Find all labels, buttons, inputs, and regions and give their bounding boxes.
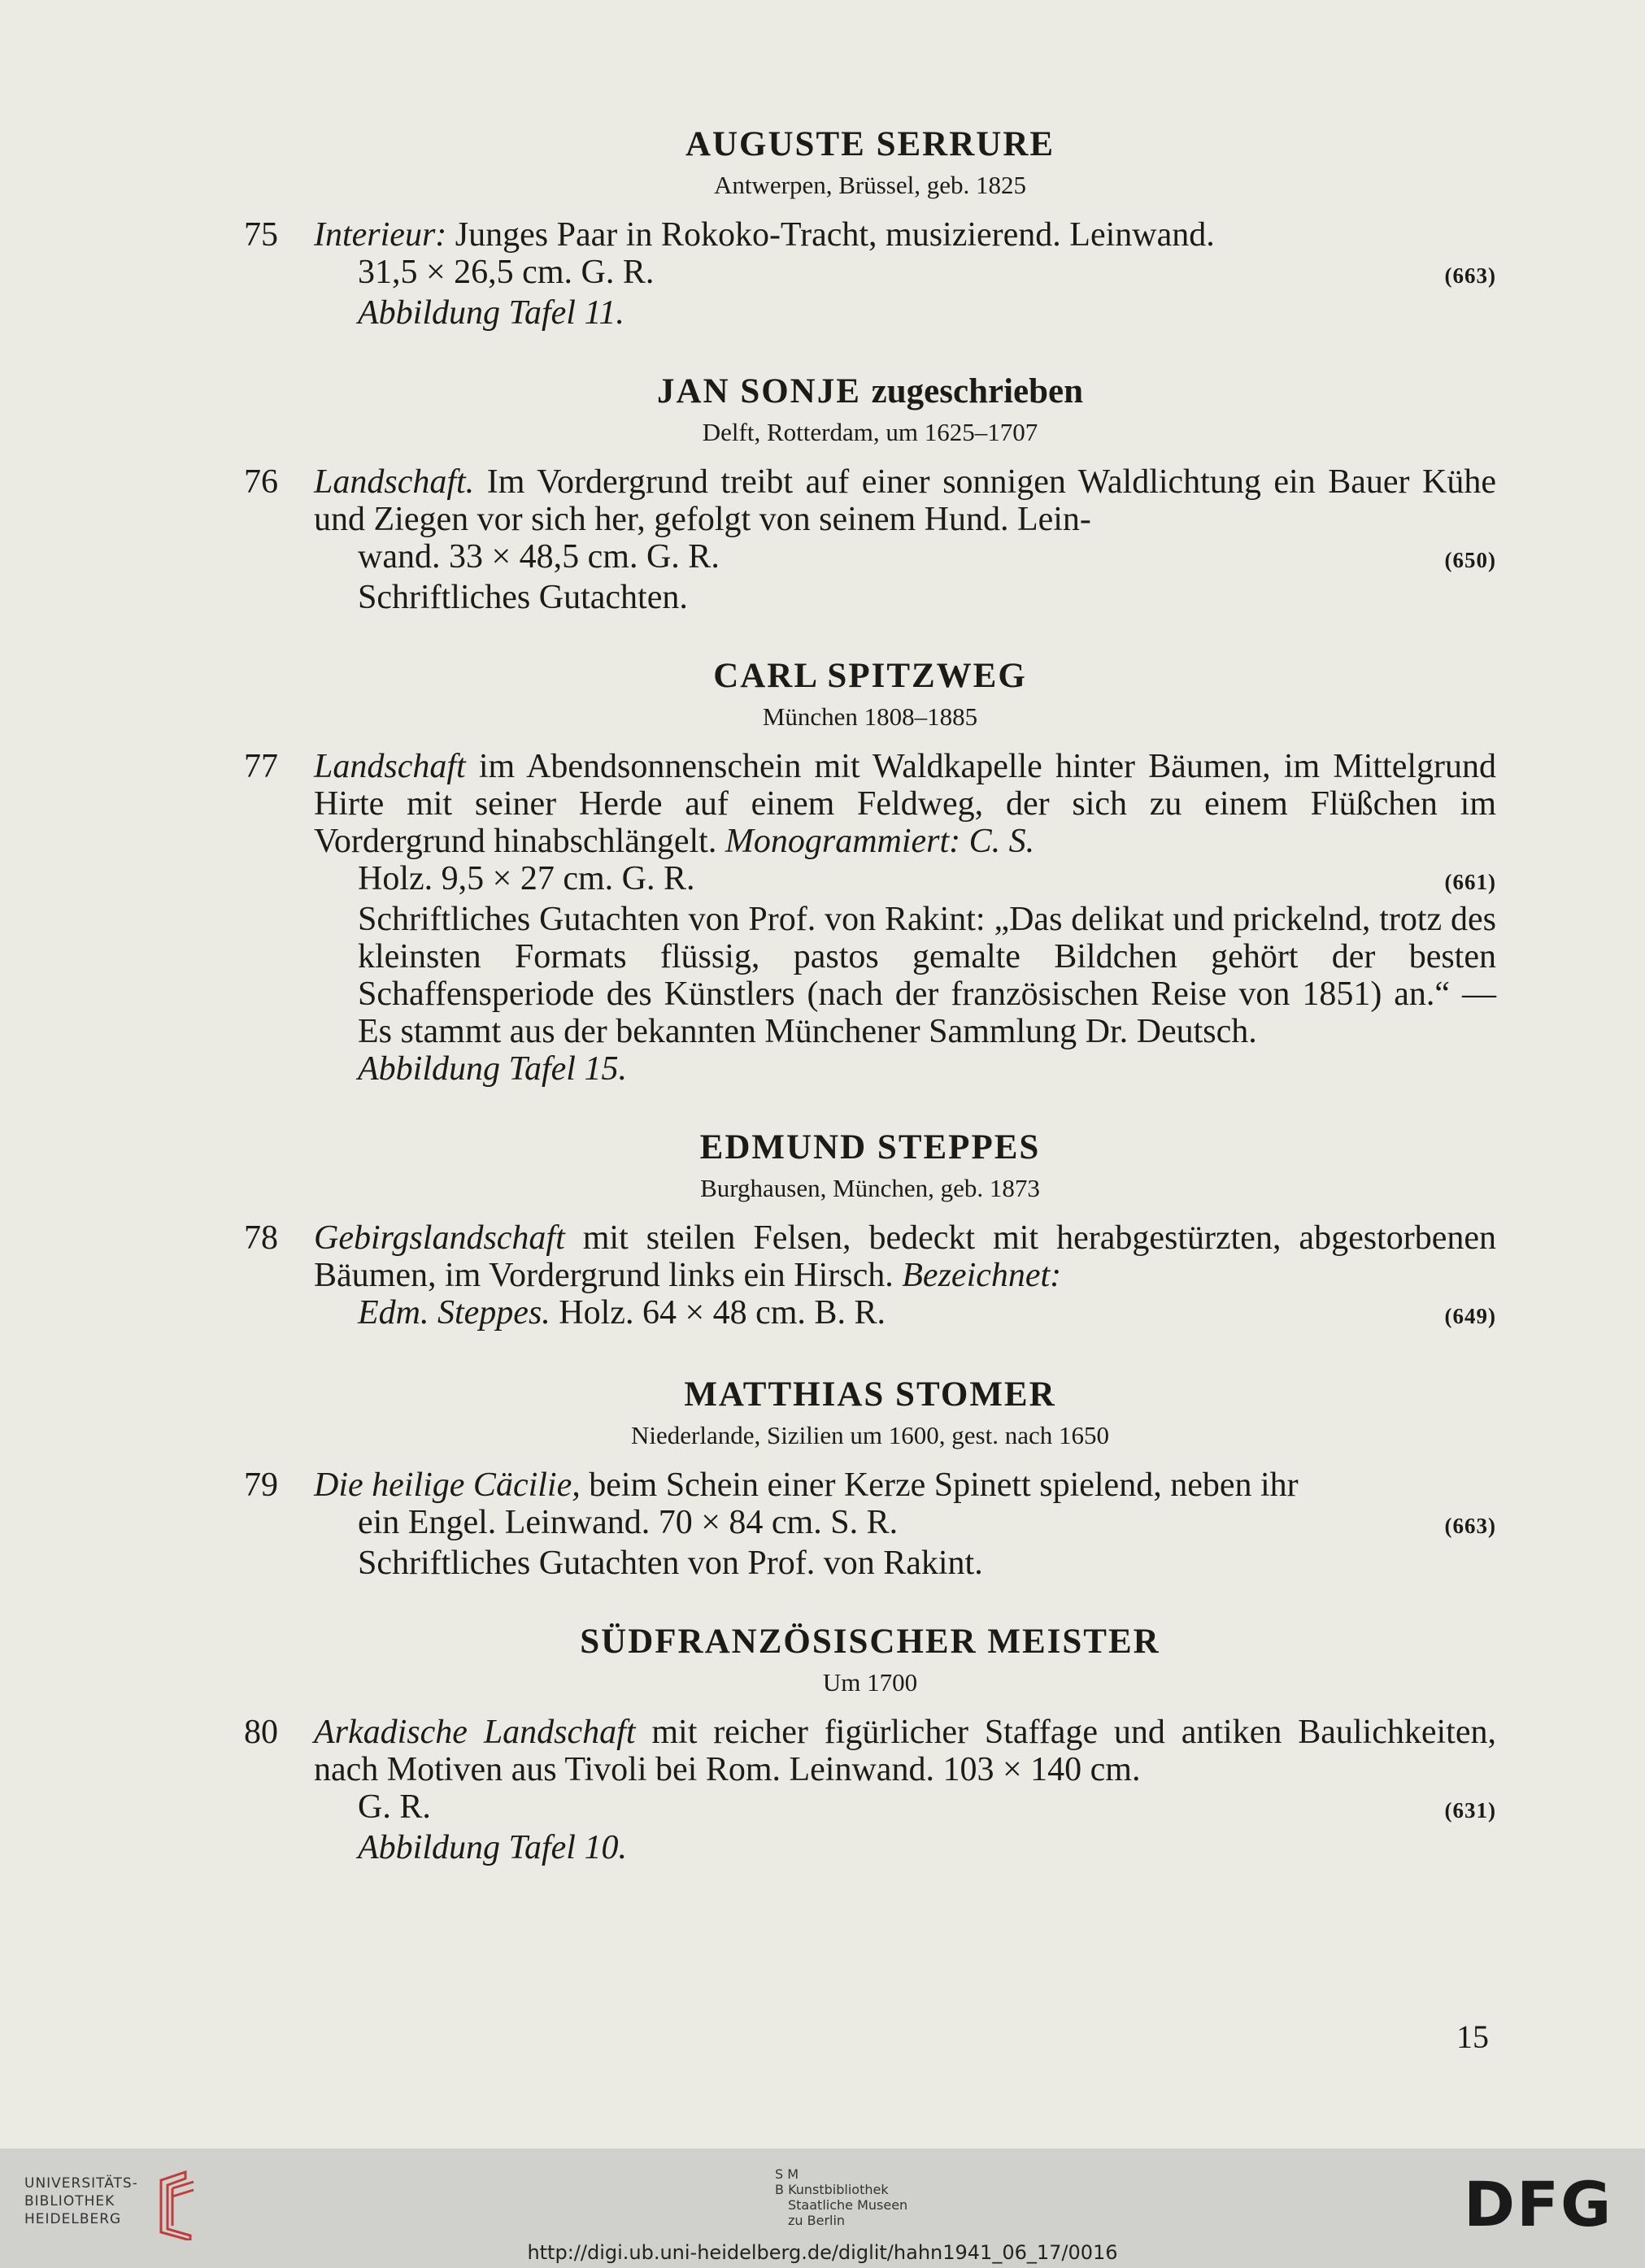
entry-signature: Monogrammiert: C. S. [725,823,1035,860]
entry-dimensions: 31,5 × 26,5 cm. G. R. [358,254,655,291]
entry-title: Landschaft [314,748,466,785]
catalog-entry [244,216,1496,332]
entry-last-line [358,860,1496,901]
entry-text [314,463,1496,538]
smb-line: B Kunstbibliothek [775,2182,889,2197]
artist-header [244,369,1496,450]
artist-name [244,369,1496,415]
entry-description: mit steilen Felsen, bedeckt mit herabgestürzten, abgestorbenen Bäumen, im Vordergrund links ein Hirsch. [314,1219,1496,1294]
artist-header [244,1125,1496,1206]
entry-last-line [358,538,1496,579]
catalog-number: (663) [1444,263,1496,288]
ub-heidelberg-logo-icon [153,2169,202,2240]
entry-title: Die heilige Cäcilie, [314,1466,581,1504]
artist-name: EDMUND STEPPES [699,1128,1041,1167]
entry-title: Interieur: [314,216,447,254]
entry-last-line [358,1294,1496,1335]
catalog-number: (661) [1444,870,1496,894]
entry-expertise: Schriftliches Gutachten von Prof. von Rakint. [358,1545,983,1582]
entry-title: Landschaft. [314,463,475,501]
entry-expertise: Schriftliches Gutachten von Prof. von Rakint: „Das delikat und prickelnd, trotz des kleinsten Formats flüssig, pastos gemalte Bildchen gehört der besten Schaffensperiode des Künstlers (nach der französischen Reise von 1851) an.“ — Es stammt aus der bekannten Münchener Sammlung Dr. Deutsch. [358,901,1496,1050]
entry-last-line [358,1788,1496,1829]
lot-number: 77 [244,748,278,785]
entry-dimensions: wand. 33 × 48,5 cm. G. R. [358,538,720,576]
lot-number: 80 [244,1714,278,1751]
catalog-entry [244,463,1496,616]
page-content [244,122,1496,1866]
entry-title: Gebirgslandschaft [314,1219,565,1257]
artist-place: Delft, Rotterdam, um 1625–1707 [702,418,1038,446]
entry-description: beim Schein einer Kerze Spinett spielend, neben ihr [580,1466,1299,1504]
lot-number: 75 [244,216,278,254]
entry-illustration: Abbildung Tafel 11. [358,294,624,332]
entry-signature: Bezeichnet: [902,1257,1062,1294]
entry-expertise: Schriftliches Gutachten. [358,579,688,616]
entry-description: Junges Paar in Rokoko-Tracht, musizierend. Leinwand. [446,216,1215,254]
artist-place: Antwerpen, Brüssel, geb. 1825 [714,171,1026,199]
entry-text [314,1714,1496,1788]
entry-illustration: Abbildung Tafel 15. [358,1050,627,1088]
entry-last-line [358,254,1496,294]
entry-description: im Abendsonnenschein mit Waldkapelle hinter Bäumen, im Mittelgrund Hirte mit seiner Herde auf einem Feldweg, der sich zu einem Flüßchen im Vordergrund hinabschlängelt. [314,748,1496,860]
dfg-logo: DFG [1464,2168,1613,2240]
entry-dimensions: G. R. [358,1788,431,1826]
artist-name-main: JAN SONJE [656,372,861,411]
entry-text [314,216,1496,254]
smb-line: Staatliche Museen [788,2197,908,2213]
artist-name: CARL SPITZWEG [713,657,1027,695]
artist-header [244,1619,1496,1701]
artist-header [244,122,1496,203]
entry-dimensions: ein Engel. Leinwand. 70 × 84 cm. S. R. [358,1504,899,1541]
entry-dimensions: Holz. 64 × 48 cm. B. R. [550,1294,886,1332]
smb-line: zu Berlin [788,2213,846,2228]
catalog-number: (650) [1444,548,1496,572]
entry-illustration: Abbildung Tafel 10. [358,1829,627,1866]
ub-line: UNIVERSITÄTS- [24,2175,138,2192]
entry-text [314,748,1496,860]
ub-heidelberg-label [24,2175,138,2228]
artist-header [244,1372,1496,1453]
artist-name: AUGUSTE SERRURE [685,125,1055,163]
catalog-entry [244,1219,1496,1335]
catalog-entry [244,748,1496,1088]
catalog-number: (663) [1444,1514,1496,1538]
catalog-number: (631) [1444,1798,1496,1823]
ub-line: BIBLIOTHEK [24,2193,115,2209]
catalog-entry [244,1714,1496,1866]
artist-place: Burghausen, München, geb. 1873 [700,1174,1040,1202]
entry-signature-name: Edm. Steppes. [358,1294,551,1332]
artist-place: Niederlande, Sizilien um 1600, gest. nach 1650 [630,1421,1109,1449]
artist-place: Um 1700 [822,1668,918,1697]
entry-description: mit reicher figürlicher Staffage und antiken Baulichkeiten, nach Motiven aus Tivoli bei Rom. Leinwand. 103 × 140 cm. [314,1714,1496,1788]
catalog-entry [244,1466,1496,1582]
smb-line: S M [775,2166,799,2182]
entry-last-line [358,1504,1496,1545]
artist-header [244,654,1496,735]
artist-name: MATTHIAS STOMER [684,1375,1056,1414]
entry-dimensions: Holz. 9,5 × 27 cm. G. R. [358,860,695,897]
catalog-number: (649) [1444,1304,1496,1328]
lot-number: 79 [244,1466,278,1504]
entry-text [314,1219,1496,1294]
lot-number: 78 [244,1219,278,1257]
ub-line: HEIDELBERG [24,2211,122,2227]
artist-name: SÜDFRANZÖSISCHER MEISTER [580,1623,1160,1661]
artist-attribution: zugeschrieben [871,372,1084,411]
entry-title: Arkadische Landschaft [314,1714,636,1751]
lot-number: 76 [244,463,278,501]
permalink-url[interactable]: http://digi.ub.uni-heidelberg.de/diglit/hahn1941_06_17/0016 [527,2241,1118,2264]
entry-description: Im Vordergrund treibt auf einer sonnigen Waldlichtung ein Bauer Kühe und Ziegen vor sich her, gefolgt von seinem Hund. Lein- [314,463,1496,538]
artist-place: München 1808–1885 [762,702,978,731]
smb-kunstbibliothek-label [775,2166,907,2228]
page-number: 15 [1456,2018,1489,2055]
entry-text [314,1466,1496,1504]
